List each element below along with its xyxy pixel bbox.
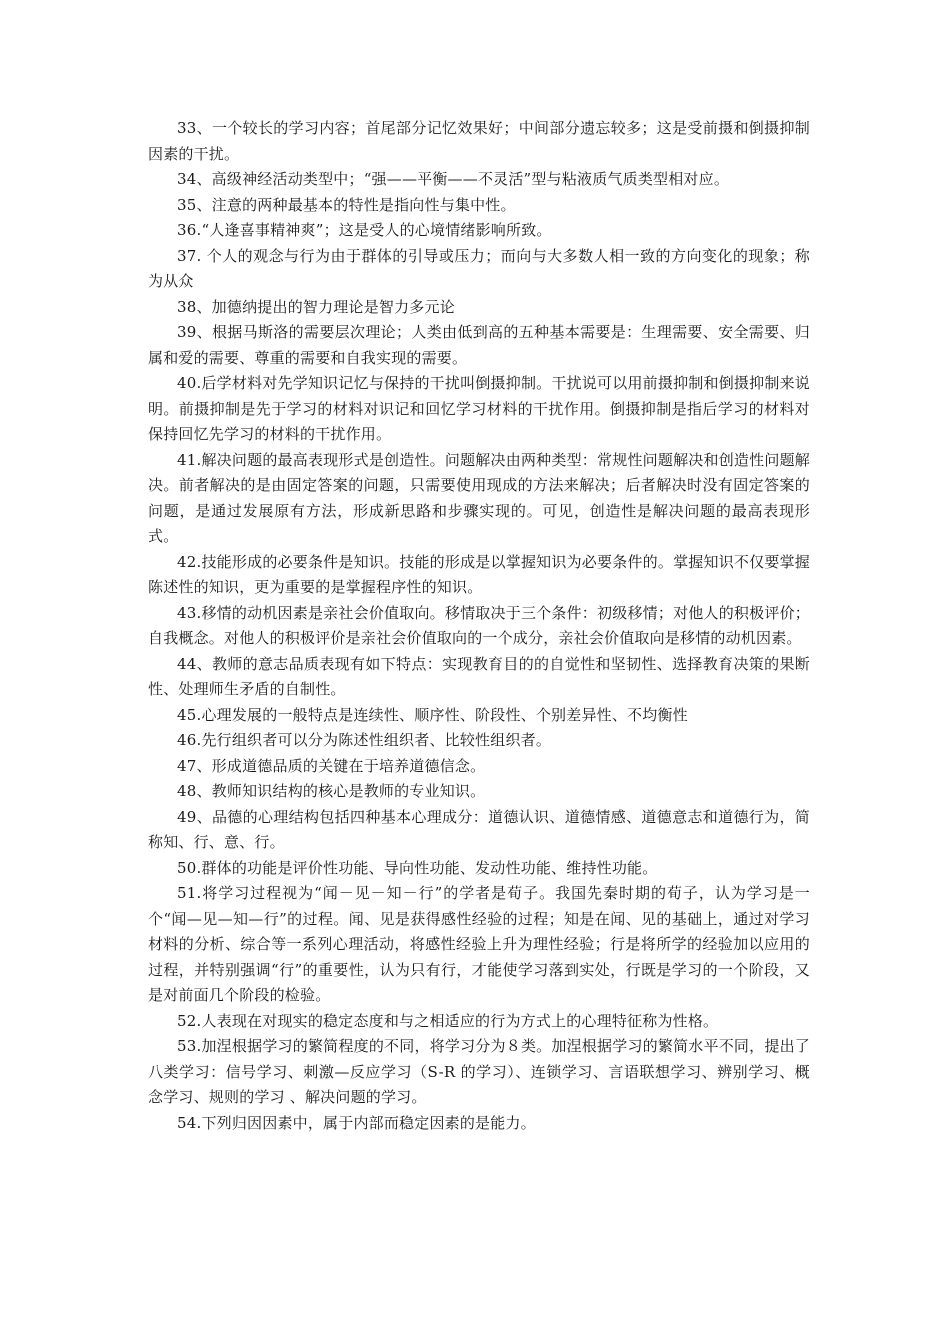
- paragraph-54: 54.下列归因因素中，属于内部而稳定因素的是能力。: [177, 1113, 536, 1132]
- document-page: [148, 116, 810, 1136]
- paragraph-44: 44、教师的意志品质表现有如下特点：实现教育目的的自觉性和坚韧性、选择教育决策的果断性、处理师生矛盾的自制性。: [148, 654, 810, 698]
- paragraph-46: 46.先行组织者可以分为陈述性组织者、比较性组织者。: [177, 731, 552, 749]
- paragraph-36: 36.“人逢喜事精神爽”；这是受人的心境情绪影响所致。: [177, 221, 552, 239]
- paragraph-50: 50.群体的功能是评价性功能、导向性功能、发动性功能、维持性功能。: [177, 858, 658, 877]
- paragraph-34: 34、高级神经活动类型中；“强——平衡——不灵活”型与粘液质气质类型相对应。: [177, 170, 730, 188]
- paragraph-42: 42.技能形成的必要条件是知识。技能的形成是以掌握知识为必要条件的。掌握知识不仅要掌握陈述性的知识，更为重要的是掌握程序性的知识。: [148, 552, 810, 596]
- paragraph-51: 51.将学习过程视为“闻－见－知－行”的学者是荀子。我国先秦时期的荀子，认为学习是一个“闻—见—知—行”的过程。闻、见是获得感性经验的过程；知是在闻、见的基础上，通过对学习材料的分析、综合等一系列心理活动，将感性经验上升为理性经验；行是将所学的经验加以应用的过程，并特别强调“行”的重要性，认为只有行，才能使学习落到实处，行既是学习的一个阶段，又是对前面几个阶段的检验。: [148, 884, 810, 1004]
- paragraph-39: 39、根据马斯洛的需要层次理论；人类由低到高的五种基本需要是：生理需要、安全需要、归属和爱的需要、尊重的需要和自我实现的需要。: [148, 323, 810, 367]
- paragraph-49: 49、品德的心理结构包括四种基本心理成分：道德认识、道德情感、道德意志和道德行为，简称知、行、意、行。: [148, 807, 810, 851]
- paragraph-41: 41.解决问题的最高表现形式是创造性。问题解决由两种类型：常规性问题解决和创造性问题解决。前者解决的是由固定答案的问题，只需要使用现成的方法来解决；后者解决时没有固定答案的问题，是通过发展原有方法，形成新思路和步骤实现的。可见，创造性是解决问题的最高表现形式。: [148, 450, 810, 545]
- paragraph-33: 33、一个较长的学习内容；首尾部分记忆效果好；中间部分遗忘较多；这是受前摄和倒摄抑制因素的干扰。: [148, 119, 810, 163]
- paragraph-35: 35、注意的两种最基本的特性是指向性与集中性。: [177, 195, 516, 214]
- paragraph-45: 45.心理发展的一般特点是连续性、顺序性、阶段性、个别差异性、不均衡性: [177, 705, 688, 724]
- paragraph-53: 53.加涅根据学习的繁简程度的不同，将学习分为８类。加涅根据学习的繁简水平不同，提出了八类学习：信号学习、刺激—反应学习（S-R 的学习）、连锁学习、言语联想学习、辨别学习、概念学习、规则的学习 、解决问题的学习。: [148, 1037, 810, 1106]
- paragraph-40: 40.后学材料对先学知识记忆与保持的干扰叫倒摄抑制。干扰说可以用前摄抑制和倒摄抑制来说明。前摄抑制是先于学习的材料对识记和回忆学习材料的干扰作用。倒摄抑制是指后学习的材料对保持回忆先学习的材料的干扰作用。: [148, 374, 810, 443]
- paragraph-43: 43.移情的动机因素是亲社会价值取向。移情取决于三个条件：初级移情；对他人的积极评价；自我概念。对他人的积极评价是亲社会价值取向的一个成分，亲社会价值取向是移情的动机因素。: [148, 603, 810, 647]
- paragraph-47: 47、形成道德品质的关键在于培养道德信念。: [177, 756, 486, 775]
- paragraph-48: 48、教师知识结构的核心是教师的专业知识。: [177, 782, 486, 800]
- paragraph-38: 38、加德纳提出的智力理论是智力多元论: [177, 297, 455, 316]
- paragraph-37: 37. 个人的观念与行为由于群体的引导或压力；而向与大多数人相一致的方向变化的现象；称为从众: [148, 246, 810, 290]
- paragraph-52: 52.人表现在对现实的稳定态度和与之相适应的行为方式上的心理特征称为性格。: [177, 1011, 719, 1030]
